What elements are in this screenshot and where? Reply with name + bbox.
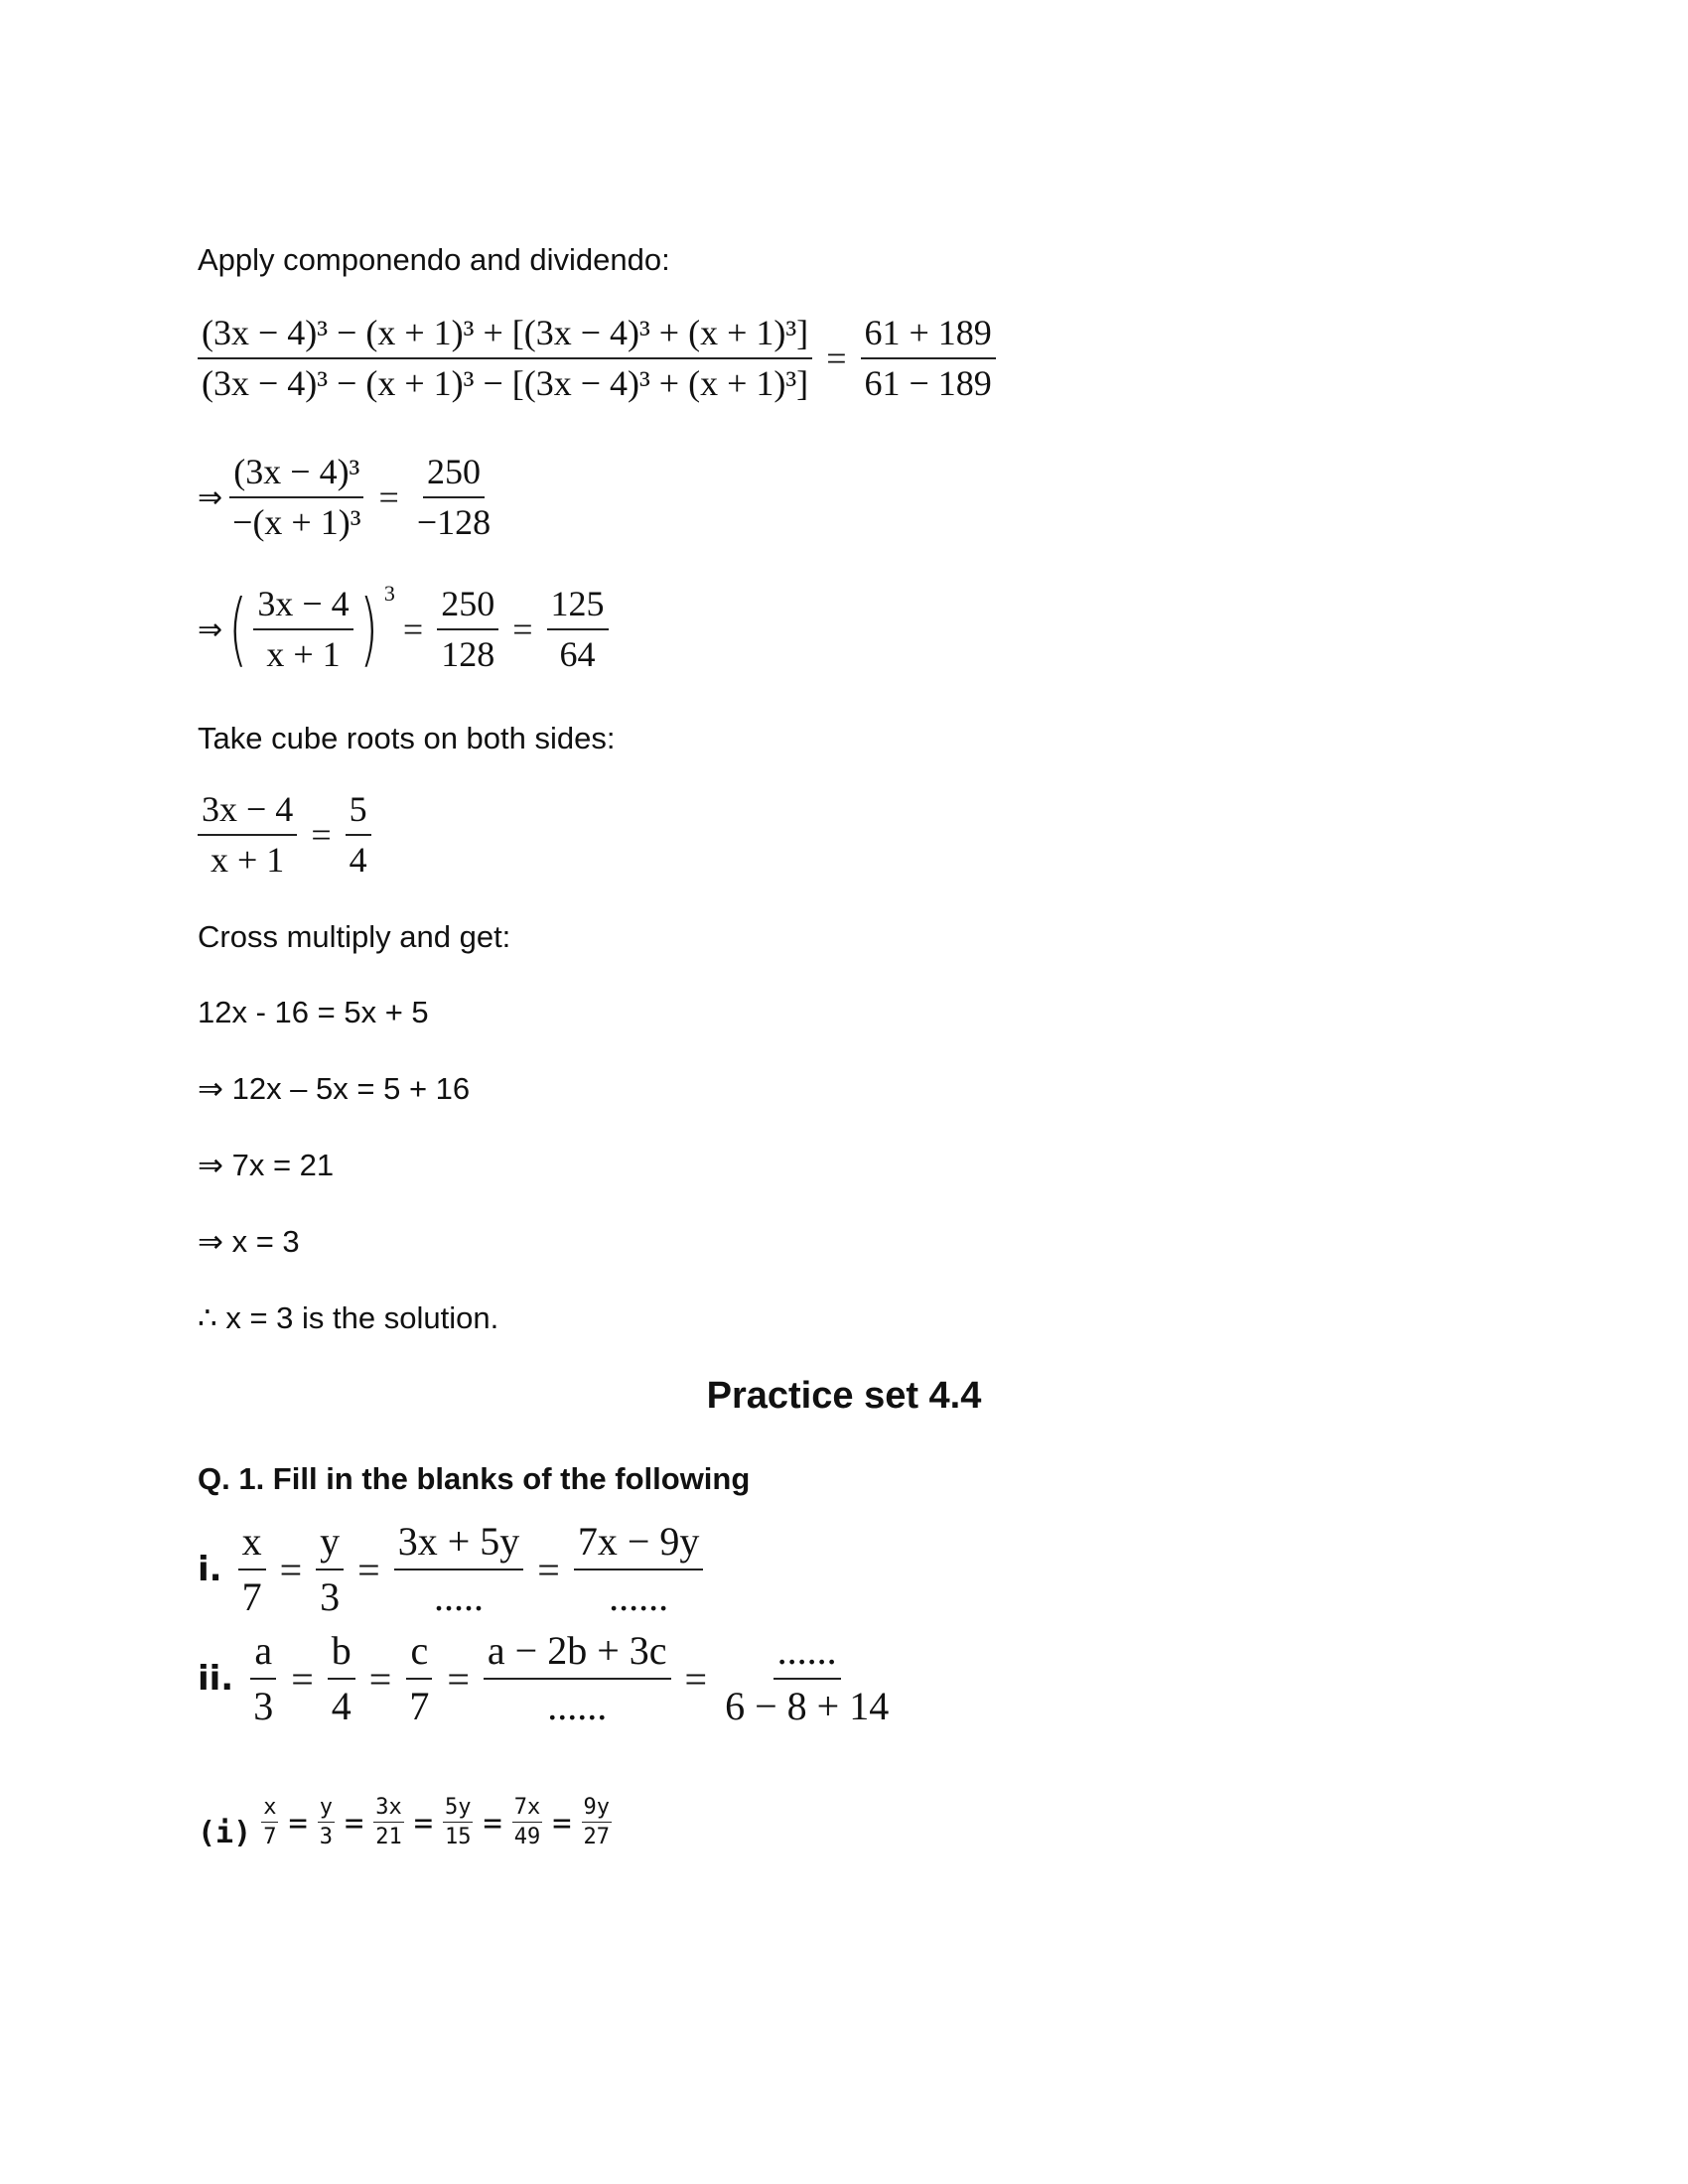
cube-root-equation <box>198 789 377 882</box>
cubed-ratio-equation <box>198 581 615 676</box>
eq2-rhs-numerator: 250 <box>423 452 485 498</box>
eq4-rhs-fraction <box>346 789 371 882</box>
eq4-lhs-fraction <box>198 789 297 882</box>
equals-sign: = <box>413 1803 433 1842</box>
answer-i-equation <box>198 1795 618 1850</box>
eq1-rhs-fraction <box>861 313 996 405</box>
eq4-rhs-denominator: 4 <box>349 840 367 881</box>
fraction-numerator: b <box>328 1628 355 1680</box>
fraction-numerator: 9y <box>582 1795 613 1823</box>
implies-arrow: ⇒ <box>198 479 223 515</box>
fraction-numerator: c <box>406 1628 432 1680</box>
part-i-equation <box>198 1519 709 1620</box>
eq1-numerator: (3x − 4)³ − (x + 1)³ + [(3x − 4)³ + (x + 1)³] <box>198 313 812 359</box>
implies-arrow: ⇒ <box>198 612 223 647</box>
fraction-numerator: a − 2b + 3c <box>484 1628 671 1680</box>
equals-sign: = <box>537 1547 560 1592</box>
equals-sign: = <box>378 478 399 518</box>
cube-root-text: Take cube roots on both sides: <box>198 721 616 755</box>
fraction-denominator: 49 <box>513 1825 541 1850</box>
equals-sign: = <box>288 1803 308 1842</box>
fraction-numerator: x <box>261 1795 278 1823</box>
equals-sign: = <box>552 1803 572 1842</box>
right-paren: ) <box>358 583 378 676</box>
fraction-numerator: y <box>316 1519 344 1570</box>
fraction-numerator: 7x <box>512 1795 543 1823</box>
eq3-mid-denominator: 128 <box>441 634 495 675</box>
fraction-denominator: 3 <box>253 1684 274 1728</box>
left-paren: ( <box>228 583 248 676</box>
part-ii-fraction <box>721 1628 893 1729</box>
fraction-numerator: a <box>250 1628 276 1680</box>
answer-fraction <box>261 1795 278 1850</box>
fraction-denominator: 6 − 8 + 14 <box>725 1684 890 1728</box>
componendo-equation <box>198 313 1002 405</box>
eq2-denominator: −(x + 1)³ <box>232 502 361 543</box>
equals-sign: = <box>311 815 332 856</box>
part-i-fraction <box>574 1519 704 1620</box>
intro-text: Apply componendo and dividendo: <box>198 242 670 277</box>
part-i-label: i. <box>198 1550 222 1589</box>
part-i-fraction <box>316 1519 344 1620</box>
part-ii-equation <box>198 1628 899 1729</box>
part-i-fraction <box>394 1519 524 1620</box>
equals-sign: = <box>512 610 533 650</box>
fraction-numerator: 5y <box>443 1795 474 1823</box>
fraction-denominator: 3 <box>320 1574 341 1619</box>
eq2-lhs-fraction <box>228 452 364 544</box>
blank-denominator: ..... <box>433 1574 484 1619</box>
eq3-mid-fraction <box>437 584 498 676</box>
step-line: ⇒ x = 3 <box>198 1224 300 1259</box>
equals-sign: = <box>483 1803 502 1842</box>
fraction-numerator: y <box>318 1795 335 1823</box>
fraction-denominator: 15 <box>444 1825 472 1850</box>
eq4-numerator: 3x − 4 <box>198 789 297 836</box>
eq4-rhs-numerator: 5 <box>346 789 371 836</box>
eq3-rhs-numerator: 125 <box>547 584 609 630</box>
equals-sign: = <box>402 610 424 650</box>
eq1-lhs-fraction <box>198 313 812 405</box>
part-i-fraction <box>238 1519 266 1620</box>
answer-fraction <box>318 1795 335 1850</box>
eq3-rhs-fraction <box>547 584 609 676</box>
eq1-denominator: (3x − 4)³ − (x + 1)³ − [(3x − 4)³ + (x + 1)³] <box>202 363 809 404</box>
question-title: Q. 1. Fill in the blanks of the following <box>198 1461 751 1496</box>
part-ii-fraction <box>249 1628 277 1729</box>
eq2-rhs-denominator: −128 <box>416 502 492 543</box>
step-line: ⇒ 12x – 5x = 5 + 16 <box>198 1071 471 1106</box>
equals-sign: = <box>291 1656 314 1702</box>
answer-fraction <box>512 1795 543 1850</box>
eq3-exponent: 3 <box>383 581 395 607</box>
equals-sign: = <box>357 1547 380 1592</box>
simplified-equation <box>198 452 500 544</box>
fraction-denominator: 4 <box>331 1684 352 1728</box>
answer-fraction <box>582 1795 613 1850</box>
eq3-rhs-denominator: 64 <box>559 634 596 675</box>
equals-sign: = <box>684 1656 708 1702</box>
blank-numerator: ...... <box>774 1628 841 1680</box>
fraction-numerator: 3x + 5y <box>394 1519 524 1570</box>
fraction-denominator: 7 <box>241 1574 262 1619</box>
step-line: 12x - 16 = 5x + 5 <box>198 995 429 1029</box>
part-ii-fraction <box>405 1628 433 1729</box>
equals-sign: = <box>279 1547 303 1592</box>
blank-denominator: ...... <box>547 1684 608 1728</box>
blank-denominator: ...... <box>609 1574 669 1619</box>
fraction-denominator: 3 <box>319 1825 333 1850</box>
fraction-denominator: 7 <box>409 1684 430 1728</box>
eq1-rhs-numerator: 61 + 189 <box>861 313 996 359</box>
part-ii-label: ii. <box>198 1659 234 1699</box>
eq4-denominator: x + 1 <box>211 840 285 881</box>
fraction-denominator: 27 <box>583 1825 611 1850</box>
eq3-inner-fraction <box>253 584 352 676</box>
eq2-rhs-fraction <box>413 452 494 544</box>
fraction-denominator: 7 <box>263 1825 277 1850</box>
part-ii-fraction <box>484 1628 671 1729</box>
equals-sign: = <box>826 339 847 379</box>
fraction-numerator: 3x <box>373 1795 404 1823</box>
part-ii-fraction <box>328 1628 355 1729</box>
equals-sign: = <box>368 1656 392 1702</box>
answer-i-label: (i) <box>198 1815 252 1850</box>
fraction-denominator: 21 <box>375 1825 402 1850</box>
eq2-numerator: (3x − 4)³ <box>229 452 363 498</box>
equals-sign: = <box>447 1656 470 1702</box>
equals-sign: = <box>344 1803 364 1842</box>
eq3-inner-numerator: 3x − 4 <box>253 584 352 630</box>
fraction-numerator: x <box>238 1519 266 1570</box>
cross-multiply-text: Cross multiply and get: <box>198 919 511 954</box>
eq3-inner-denominator: x + 1 <box>266 634 341 675</box>
eq3-mid-numerator: 250 <box>437 584 498 630</box>
step-line: ⇒ 7x = 21 <box>198 1148 335 1182</box>
answer-fraction <box>443 1795 474 1850</box>
fraction-numerator: 7x − 9y <box>574 1519 704 1570</box>
solution-line: ∴ x = 3 is the solution. <box>198 1300 499 1335</box>
eq1-rhs-denominator: 61 − 189 <box>864 363 992 404</box>
answer-fraction <box>373 1795 404 1850</box>
section-heading: Practice set 4.4 <box>706 1375 982 1417</box>
